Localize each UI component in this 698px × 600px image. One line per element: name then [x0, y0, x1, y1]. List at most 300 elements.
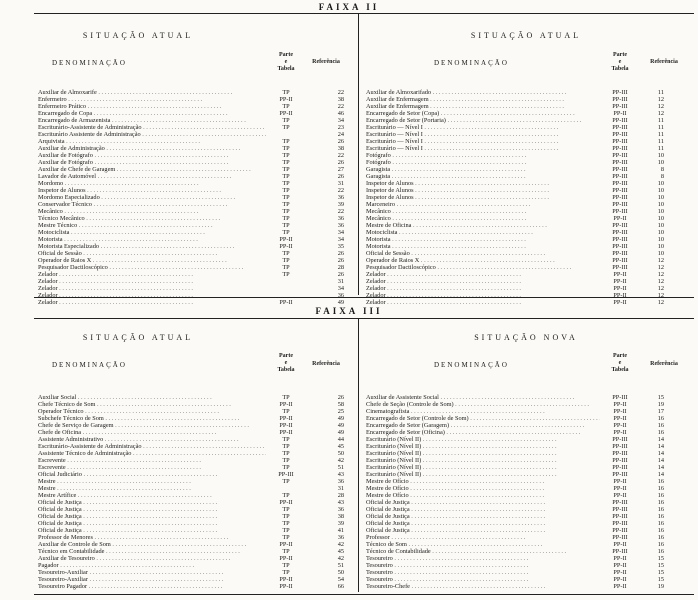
table-row — [38, 250, 350, 257]
table-row — [366, 131, 694, 138]
row-referencia: 22 — [337, 89, 344, 96]
row-referencia: 49 — [337, 299, 344, 306]
row-parte-tabela: PP-II — [613, 285, 627, 292]
table-row — [38, 222, 350, 229]
table-row — [38, 576, 350, 583]
row-denominacao: Encarregado de Setor (Garagem) . . — [366, 422, 600, 429]
row-referencia: 24 — [337, 131, 344, 138]
row-denominacao: Zelador . . — [366, 299, 600, 306]
table-row — [366, 229, 694, 236]
row-parte-tabela: PP-II — [613, 299, 627, 306]
row-parte-tabela: PP-III — [612, 499, 628, 506]
row-parte-tabela: TP — [282, 548, 290, 555]
table-row — [366, 89, 694, 96]
section-title-faixa-iii: FAIXA III — [315, 306, 383, 316]
row-denominacao: Assistente Administrativo . . — [38, 436, 266, 443]
table-row — [366, 145, 694, 152]
table-row — [366, 173, 694, 180]
row-denominacao: Tesoureiro . . — [366, 569, 600, 576]
row-parte-tabela: TP — [282, 124, 290, 131]
column-divider — [358, 319, 359, 592]
table-row — [38, 408, 350, 415]
table-row — [38, 187, 350, 194]
row-referencia: 16 — [657, 548, 664, 555]
row-referencia: 31 — [337, 180, 344, 187]
row-denominacao: Pesquisador Dactiloscópico . . — [366, 264, 600, 271]
row-referencia: 43 — [337, 471, 344, 478]
row-referencia: 14 — [657, 436, 664, 443]
row-parte-tabela: TP — [282, 478, 290, 485]
row-denominacao: Oficial de Justiça . . — [366, 520, 600, 527]
table-row — [366, 394, 694, 401]
row-parte-tabela: TP — [282, 103, 290, 110]
table-row — [38, 264, 350, 271]
row-denominacao: Zelador . . — [38, 285, 266, 292]
row-parte-tabela: PP-II — [613, 415, 627, 422]
row-parte-tabela: PP-III — [612, 513, 628, 520]
row-referencia: 22 — [337, 208, 344, 215]
row-parte-tabela: PP-III — [612, 464, 628, 471]
parte-tabela-header: Parte e Tabela — [277, 52, 295, 72]
row-parte-tabela: PP-III — [612, 145, 628, 152]
row-parte-tabela: TP — [282, 159, 290, 166]
table-row — [38, 464, 350, 471]
row-parte-tabela: TP — [282, 229, 290, 236]
row-parte-tabela: TP — [282, 271, 290, 278]
row-parte-tabela: TP — [282, 513, 290, 520]
row-parte-tabela: PP-III — [612, 243, 628, 250]
row-parte-tabela: PP-II — [613, 215, 627, 222]
row-parte-tabela: PP-III — [612, 208, 628, 215]
row-denominacao: Tesoureiro Pagador . . — [38, 583, 266, 590]
row-denominacao: Professor de Menores . . — [38, 534, 266, 541]
section-title-faixa-ii: FAIXA II — [318, 2, 380, 12]
row-denominacao: Zelador . . — [38, 299, 266, 306]
row-referencia: 44 — [337, 436, 344, 443]
row-parte-tabela: PP-III — [612, 548, 628, 555]
table-row — [366, 285, 694, 292]
row-referencia: 14 — [657, 471, 664, 478]
row-parte-tabela: TP — [282, 173, 290, 180]
row-parte-tabela: PP-II — [279, 541, 293, 548]
row-parte-tabela: PP-II — [613, 562, 627, 569]
row-denominacao: Encarregado de Armazenista . . — [38, 117, 266, 124]
row-denominacao: Auxiliar de Controle de Som . . — [38, 541, 266, 548]
row-referencia: 19 — [657, 583, 664, 590]
referencia-header: Referência — [312, 361, 340, 367]
row-parte-tabela: PP-III — [612, 166, 628, 173]
row-parte-tabela: TP — [282, 408, 290, 415]
row-parte-tabela: TP — [282, 152, 290, 159]
row-referencia: 36 — [337, 222, 344, 229]
row-parte-tabela: PP-II — [279, 96, 293, 103]
row-referencia: 10 — [657, 229, 664, 236]
row-parte-tabela: TP — [282, 180, 290, 187]
table-row — [366, 569, 694, 576]
row-denominacao: Chefe Técnico de Som . . — [38, 401, 266, 408]
row-denominacao: Oficial de Sessão . . — [366, 250, 600, 257]
left-header: SITUAÇÃO ATUAL — [82, 31, 194, 40]
row-referencia: 11 — [657, 145, 664, 152]
row-parte-tabela: PP-III — [612, 450, 628, 457]
row-parte-tabela: PP-III — [612, 236, 628, 243]
row-referencia: 50 — [337, 450, 344, 457]
table-row — [38, 394, 350, 401]
table-row — [366, 401, 694, 408]
row-parte-tabela: PP-II — [613, 492, 627, 499]
row-parte-tabela: PP-III — [612, 187, 628, 194]
referencia-header: Referência — [650, 59, 678, 65]
row-parte-tabela: TP — [282, 89, 290, 96]
row-referencia: 16 — [657, 422, 664, 429]
row-parte-tabela: PP-III — [612, 103, 628, 110]
row-denominacao: Oficial de Justiça . . — [366, 527, 600, 534]
row-referencia: 10 — [657, 201, 664, 208]
row-referencia: 16 — [657, 492, 664, 499]
denominacao-header: DENOMINAÇÃO — [52, 361, 127, 369]
row-referencia: 15 — [657, 569, 664, 576]
denominacao-header: DENOMINAÇÃO — [434, 59, 509, 67]
row-parte-tabela: PP-II — [613, 429, 627, 436]
row-denominacao: Tesoureiro-Chefe . . — [366, 583, 600, 590]
table-row — [366, 166, 694, 173]
row-referencia: 10 — [657, 236, 664, 243]
table-row — [38, 548, 350, 555]
row-parte-tabela: TP — [282, 145, 290, 152]
row-denominacao: Mordomo Especializado . . — [38, 194, 266, 201]
row-referencia: 46 — [337, 110, 344, 117]
row-referencia: 16 — [657, 485, 664, 492]
row-referencia: 15 — [657, 394, 664, 401]
row-referencia: 26 — [337, 173, 344, 180]
right-rows — [366, 89, 694, 306]
table-row — [366, 299, 694, 306]
row-referencia: 51 — [337, 464, 344, 471]
table-row — [38, 457, 350, 464]
row-referencia: 39 — [337, 201, 344, 208]
row-referencia: 16 — [657, 527, 664, 534]
row-referencia: 11 — [657, 117, 664, 124]
row-denominacao: Mestre . . — [38, 485, 266, 492]
referencia-header: Referência — [650, 361, 678, 367]
parte-tabela-header: Parte e Tabela — [277, 353, 295, 373]
row-parte-tabela: TP — [282, 569, 290, 576]
row-referencia: 26 — [337, 138, 344, 145]
row-denominacao: Auxiliar de Almoxarifado . . — [366, 89, 600, 96]
row-referencia: 14 — [657, 443, 664, 450]
table-row — [38, 443, 350, 450]
divider — [34, 318, 694, 319]
row-parte-tabela: PP-III — [612, 117, 628, 124]
row-referencia: 23 — [337, 124, 344, 131]
row-denominacao: Fotógrafo . . — [366, 152, 600, 159]
denominacao-header: DENOMINAÇÃO — [434, 361, 509, 369]
row-referencia: 66 — [337, 583, 344, 590]
row-referencia: 28 — [337, 264, 344, 271]
row-referencia: 16 — [657, 415, 664, 422]
table-row — [38, 471, 350, 478]
table-row — [366, 264, 694, 271]
row-referencia: 12 — [657, 299, 664, 306]
table-row — [366, 492, 694, 499]
table-row — [38, 285, 350, 292]
table-row — [38, 450, 350, 457]
row-denominacao: Mestre Artífice . . — [38, 492, 266, 499]
row-parte-tabela: TP — [282, 215, 290, 222]
row-denominacao: Zelador . . — [38, 292, 266, 299]
row-denominacao: Encarregado de Copa . . — [38, 110, 266, 117]
row-denominacao: Tesoureiro . . — [366, 576, 600, 583]
row-denominacao: Escriturário-Assistente de Administração . . — [38, 443, 266, 450]
table-row — [38, 229, 350, 236]
table-row — [366, 208, 694, 215]
table-row — [366, 257, 694, 264]
row-denominacao: Escriturário (Nível II) . . — [366, 471, 600, 478]
row-parte-tabela: PP-II — [279, 429, 293, 436]
row-referencia: 10 — [657, 222, 664, 229]
row-denominacao: Oficial de Justiça . . — [38, 527, 266, 534]
row-parte-tabela: PP-II — [279, 576, 293, 583]
row-referencia: 26 — [337, 159, 344, 166]
row-parte-tabela: PP-II — [279, 236, 293, 243]
table-row — [366, 103, 694, 110]
row-denominacao: Motociclista . . — [38, 229, 266, 236]
row-parte-tabela: PP-III — [612, 457, 628, 464]
row-parte-tabela: PP-III — [612, 201, 628, 208]
row-denominacao: Tesoureiro-Auxiliar . . — [38, 576, 266, 583]
row-denominacao: Escriturário (Nível II) . . — [366, 436, 600, 443]
row-referencia: 42 — [337, 555, 344, 562]
table-row — [38, 138, 350, 145]
table-row — [366, 110, 694, 117]
row-denominacao: Mestre de Oficina . . — [366, 222, 600, 229]
row-parte-tabela: PP-III — [278, 471, 294, 478]
row-denominacao: Pesquisador Dactiloscópico . . — [38, 264, 266, 271]
row-denominacao: Escriturário — Nível I . . — [366, 138, 600, 145]
row-parte-tabela: PP-III — [612, 436, 628, 443]
row-parte-tabela: TP — [282, 166, 290, 173]
row-denominacao: Escriturário (Nível II) . . — [366, 450, 600, 457]
row-denominacao: Oficial de Justiça . . — [38, 513, 266, 520]
table-row — [38, 555, 350, 562]
row-referencia: 11 — [657, 124, 664, 131]
row-denominacao: Escriturário — Nível I . . — [366, 124, 600, 131]
row-referencia: 16 — [657, 541, 664, 548]
table-row — [38, 506, 350, 513]
table-row — [366, 222, 694, 229]
row-denominacao: Inspetor de Alunos . . — [366, 180, 600, 187]
table-row — [366, 278, 694, 285]
divider — [34, 297, 694, 298]
row-denominacao: Encarregado de Setor (Controle de Som) . . — [366, 415, 600, 422]
row-referencia: 36 — [337, 292, 344, 299]
table-row — [38, 541, 350, 548]
row-referencia: 31 — [337, 278, 344, 285]
row-referencia: 17 — [657, 408, 664, 415]
row-parte-tabela: PP-II — [279, 415, 293, 422]
row-referencia: 22 — [337, 152, 344, 159]
table-row — [38, 520, 350, 527]
row-denominacao: Garagista . . — [366, 166, 600, 173]
row-referencia: 31 — [337, 485, 344, 492]
row-parte-tabela: PP-III — [612, 159, 628, 166]
row-denominacao: Garagista . . — [366, 173, 600, 180]
table-row — [366, 555, 694, 562]
table-row — [38, 478, 350, 485]
row-referencia: 10 — [657, 187, 664, 194]
row-parte-tabela: TP — [282, 436, 290, 443]
table-row — [38, 485, 350, 492]
row-parte-tabela: TP — [282, 457, 290, 464]
row-parte-tabela: PP-II — [613, 583, 627, 590]
row-parte-tabela: PP-III — [612, 180, 628, 187]
row-denominacao: Mecânico . . — [366, 208, 600, 215]
row-denominacao: Auxiliar Social . . — [38, 394, 266, 401]
row-parte-tabela: PP-III — [612, 138, 628, 145]
row-parte-tabela: PP-III — [612, 520, 628, 527]
row-parte-tabela: TP — [282, 506, 290, 513]
row-referencia: 34 — [337, 285, 344, 292]
row-referencia: 15 — [657, 562, 664, 569]
row-parte-tabela: PP-III — [612, 222, 628, 229]
table-row — [366, 499, 694, 506]
row-referencia: 45 — [337, 548, 344, 555]
right-header: SITUAÇÃO ATUAL — [470, 31, 582, 40]
row-parte-tabela: PP-III — [612, 229, 628, 236]
right-rows — [366, 394, 694, 590]
row-referencia: 10 — [657, 208, 664, 215]
row-denominacao: Encarregado de Setor (Portaria) . . — [366, 117, 600, 124]
row-parte-tabela: PP-II — [279, 499, 293, 506]
row-referencia: 14 — [657, 464, 664, 471]
row-denominacao: Arquivista . . — [38, 138, 266, 145]
row-denominacao: Técnico de Som . . — [366, 541, 600, 548]
row-denominacao: Auxiliar de Almoxarife . . — [38, 89, 266, 96]
row-parte-tabela: TP — [282, 138, 290, 145]
table-row — [366, 201, 694, 208]
row-parte-tabela: TP — [282, 201, 290, 208]
row-denominacao: Escriturário (Nível II) . . — [366, 443, 600, 450]
row-denominacao: Oficial de Justiça . . — [38, 520, 266, 527]
table-row — [38, 278, 350, 285]
table-row — [366, 576, 694, 583]
row-denominacao: Escrevente . . — [38, 464, 266, 471]
row-referencia: 12 — [657, 264, 664, 271]
table-row — [366, 250, 694, 257]
row-referencia: 10 — [657, 194, 664, 201]
row-referencia: 22 — [337, 103, 344, 110]
row-parte-tabela: PP-III — [612, 443, 628, 450]
table-row — [38, 422, 350, 429]
table-row — [38, 166, 350, 173]
denominacao-header: DENOMINAÇÃO — [52, 59, 127, 67]
row-denominacao: Conservador Técnico . . — [38, 201, 266, 208]
row-parte-tabela: TP — [282, 450, 290, 457]
table-row — [366, 194, 694, 201]
row-denominacao: Inspetor de Alunos . . — [38, 187, 266, 194]
table-row — [38, 89, 350, 96]
row-denominacao: Oficial de Justiça . . — [366, 506, 600, 513]
table-row — [366, 583, 694, 590]
row-denominacao: Assistente Técnico de Administração . . — [38, 450, 266, 457]
row-denominacao: Oficial de Sessão . . — [38, 250, 266, 257]
row-referencia: 11 — [657, 138, 664, 145]
column-divider — [358, 14, 359, 295]
row-referencia: 38 — [337, 513, 344, 520]
row-denominacao: Mecânico . . — [366, 215, 600, 222]
row-denominacao: Zelador . . — [38, 278, 266, 285]
table-row — [38, 527, 350, 534]
referencia-header: Referência — [312, 59, 340, 65]
row-referencia: 26 — [337, 394, 344, 401]
table-row — [38, 124, 350, 131]
row-denominacao: Auxiliar de Chefe de Garagem . . — [38, 166, 266, 173]
row-denominacao: Motorista . . — [38, 236, 266, 243]
row-referencia: 16 — [657, 513, 664, 520]
row-denominacao: Técnico Mecânico . . — [38, 215, 266, 222]
table-row — [38, 215, 350, 222]
row-denominacao: Pagador . . — [38, 562, 266, 569]
row-referencia: 50 — [337, 569, 344, 576]
left-rows — [38, 89, 350, 306]
row-referencia: 19 — [657, 401, 664, 408]
table-row — [38, 271, 350, 278]
row-denominacao: Escriturário-Assistente de Administração . . — [38, 124, 266, 131]
row-denominacao: Motorista Especializado . . — [38, 243, 266, 250]
row-denominacao: Mestre de Ofício . . — [366, 485, 600, 492]
row-denominacao: Professor . . — [366, 534, 600, 541]
table-row — [366, 457, 694, 464]
row-parte-tabela: TP — [282, 208, 290, 215]
table-row — [366, 485, 694, 492]
row-referencia: 34 — [337, 229, 344, 236]
row-referencia: 35 — [337, 243, 344, 250]
row-parte-tabela: TP — [282, 464, 290, 471]
row-referencia: 12 — [657, 292, 664, 299]
row-denominacao: Tesoureiro-Auxiliar . . — [38, 569, 266, 576]
row-referencia: 36 — [337, 215, 344, 222]
row-parte-tabela: PP-III — [612, 394, 628, 401]
table-row — [366, 215, 694, 222]
row-denominacao: Técnico em Contabilidade . . — [38, 548, 266, 555]
row-parte-tabela: PP-II — [279, 583, 293, 590]
table-row — [366, 159, 694, 166]
row-parte-tabela: PP-III — [612, 257, 628, 264]
row-parte-tabela: TP — [282, 534, 290, 541]
row-referencia: 16 — [657, 499, 664, 506]
row-parte-tabela: PP-III — [612, 250, 628, 257]
table-row — [38, 173, 350, 180]
row-referencia: 12 — [657, 278, 664, 285]
divider — [34, 594, 694, 595]
table-row — [366, 243, 694, 250]
row-parte-tabela: PP-II — [613, 401, 627, 408]
table-row — [38, 513, 350, 520]
row-parte-tabela: PP-III — [612, 534, 628, 541]
row-referencia: 28 — [337, 492, 344, 499]
row-denominacao: Chefe de Serviço de Garagem . . — [38, 422, 266, 429]
row-referencia: 12 — [657, 103, 664, 110]
row-referencia: 14 — [657, 450, 664, 457]
table-row — [38, 152, 350, 159]
row-referencia: 16 — [657, 429, 664, 436]
row-denominacao: Operador de Raios X . . — [366, 257, 600, 264]
row-parte-tabela: PP-II — [613, 271, 627, 278]
row-referencia: 27 — [337, 166, 344, 173]
table-row — [366, 187, 694, 194]
left-rows — [38, 394, 350, 590]
row-referencia: 51 — [337, 562, 344, 569]
